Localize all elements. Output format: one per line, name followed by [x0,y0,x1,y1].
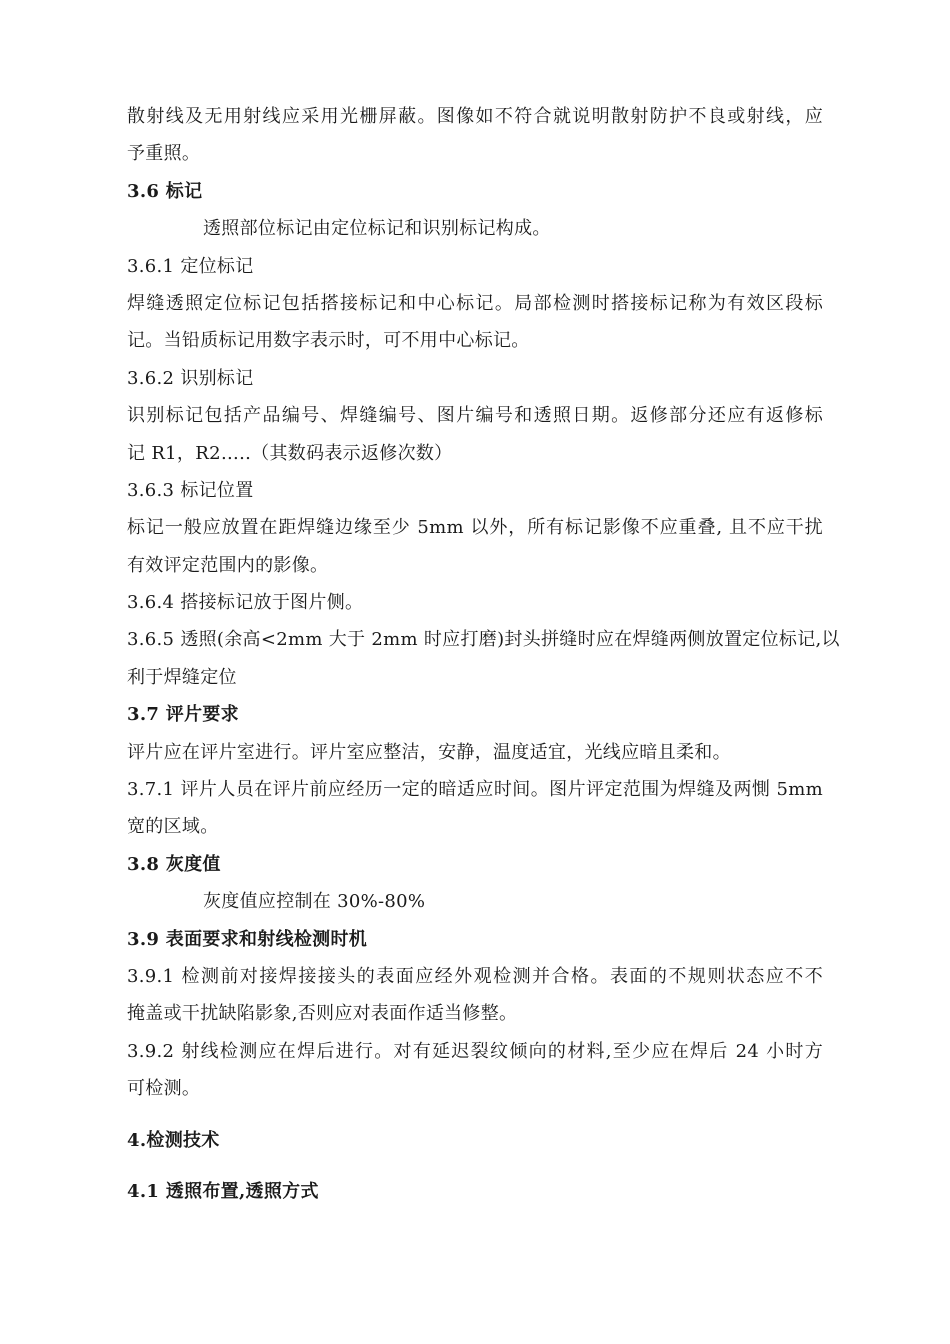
paragraph-line: 掩盖或干扰缺陷影象,否则应对表面作适当修整。 [127,1003,518,1025]
subsection-heading-3-6-3: 3.6.3 标记位置 [127,479,254,501]
paragraph-line: 宽的区域。 [127,816,219,838]
paragraph-line: 记 R1，R2…..（其数码表示返修次数） [127,442,453,464]
section-heading-4-1: 4.1 透照布置,透照方式 [127,1180,319,1202]
subsection-3-9-2: 3.9.2 射线检测应在焊后进行。对有延迟裂纹倾向的材料,至少应在焊后 24 小时方 [127,1040,823,1062]
subsection-3-6-5: 3.6.5 透照(余高<2mm 大于 2mm 时应打磨)封头拼缝时应在焊缝两侧放置定位标记,以 [127,629,840,651]
subsection-3-9-1: 3.9.1 检测前对接焊接接头的表面应经外观检测并合格。表面的不规则状态应不不 [127,965,823,987]
subsection-heading-3-6-1: 3.6.1 定位标记 [127,255,254,277]
paragraph-line: 识别标记包括产品编号、焊缝编号、图片编号和透照日期。返修部分还应有返修标 [127,405,823,427]
subsection-3-6-4: 3.6.4 搭接标记放于图片侧。 [127,592,364,614]
paragraph-line: 评片应在评片室进行。评片室应整洁，安静，温度适宜，光线应暗且柔和。 [127,741,731,763]
subsection-3-7-1: 3.7.1 评片人员在评片前应经历一定的暗适应时间。图片评定范围为焊缝及两惻 5mm [127,779,823,801]
subsection-heading-3-6-2: 3.6.2 识别标记 [127,367,254,389]
paragraph-line: 散射线及无用射线应采用光栅屏蔽。图像如不符合就说明散射防护不良或射线，应 [127,106,823,127]
paragraph-line: 予重照。 [127,143,201,165]
document-page [127,98,840,1210]
paragraph-line: 焊缝透照定位标记包括搭接标记和中心标记。局部检测时搭接标记称为有效区段标 [127,292,823,314]
section-heading-4: 4.检测技术 [127,1129,220,1151]
section-heading-3-6: 3.6 标记 [127,180,203,202]
paragraph-line: 利于焊缝定位 [127,666,237,688]
paragraph-line: 灰度值应控制在 30%-80% [203,891,426,913]
paragraph-line: 记。当铅质标记用数字表示时，可不用中心标记。 [127,330,530,352]
paragraph-line: 有效评定范围内的影像。 [127,554,329,576]
paragraph-line: 标记一般应放置在距焊缝边缘至少 5mm 以外，所有标记影像不应重叠, 且不应干扰 [127,517,823,539]
section-heading-3-7: 3.7 评片要求 [127,704,239,726]
section-heading-3-9: 3.9 表面要求和射线检测时机 [127,928,368,950]
section-heading-3-8: 3.8 灰度值 [127,853,221,875]
paragraph-line: 可检测。 [127,1078,201,1100]
paragraph-line: 透照部位标记由定位标记和识别标记构成。 [203,218,551,240]
